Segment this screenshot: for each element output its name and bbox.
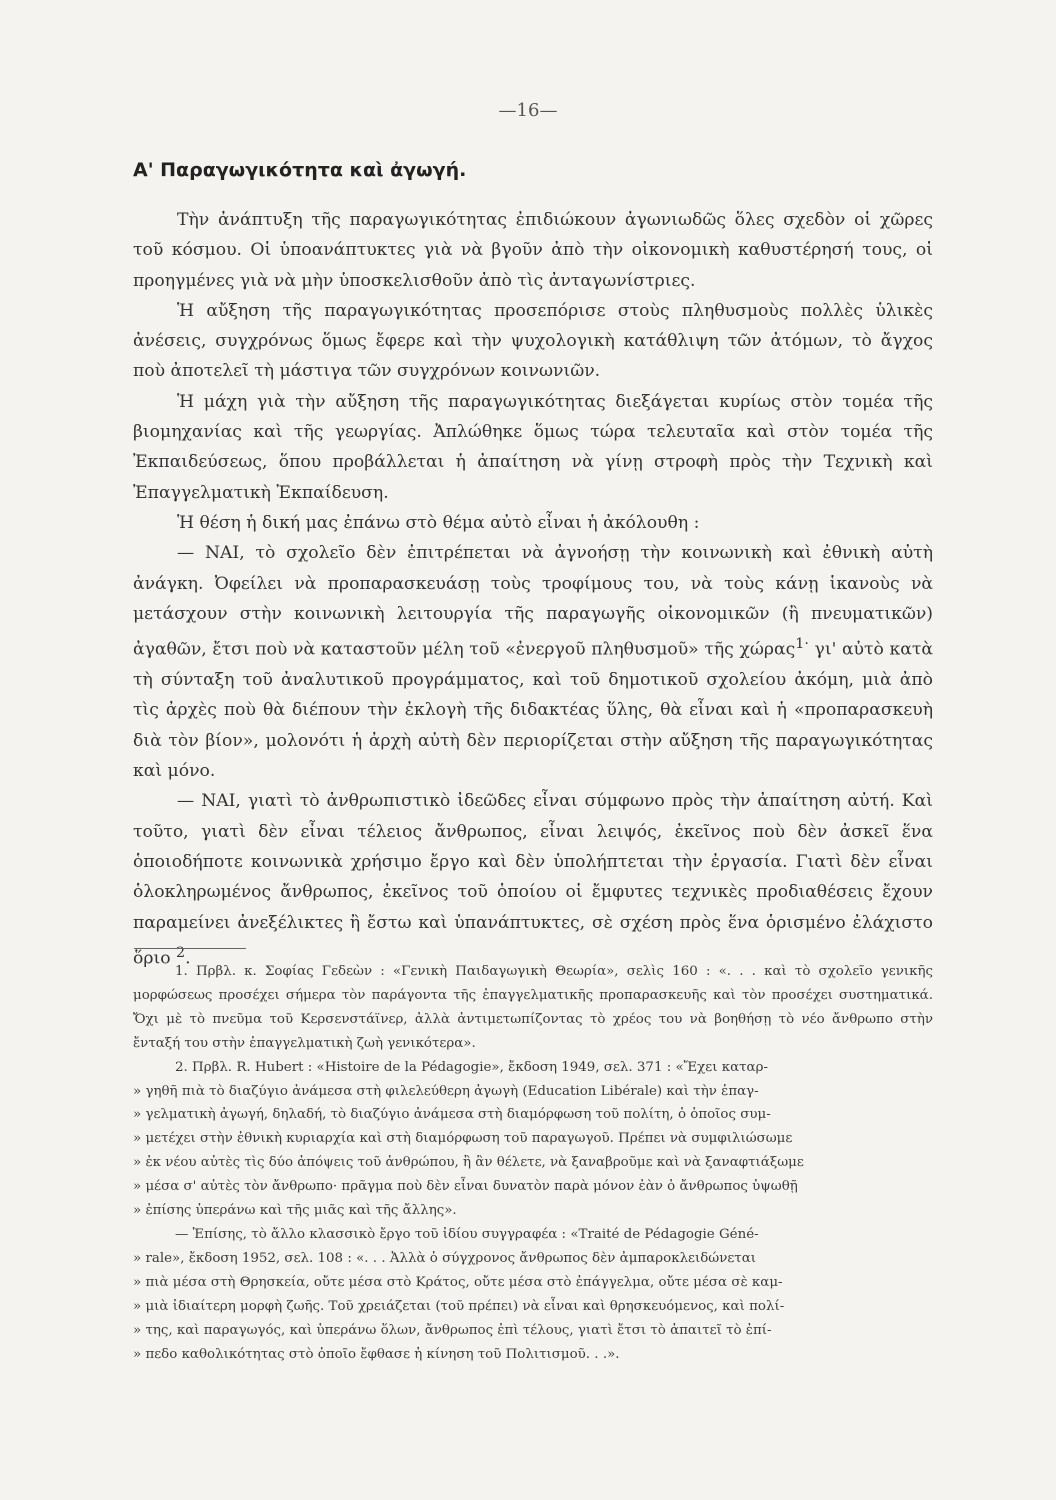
main-text bbox=[133, 205, 933, 974]
paragraph-4: Ἡ θέση ἡ δική μας ἐπάνω στὸ θέμα αὐτὸ εἶναι ἡ ἀκόλουθη : bbox=[177, 512, 700, 533]
paragraph-5 bbox=[133, 538, 933, 786]
footnotes bbox=[133, 960, 933, 1366]
footnote-3-line: » πεδο καθολικότητας στὸ ὁποῖο ἔφθασε ἡ κίνηση τοῦ Πολιτισμοῦ. . .». bbox=[133, 1346, 620, 1362]
footnote-2-line: 2. Πρβλ. R. Hubert : «Histoire de la Pédagogie», ἔκδοση 1949, σελ. 371 : «Ἔχει καταρ- bbox=[175, 1059, 768, 1075]
footnote-divider bbox=[134, 948, 246, 949]
footnote-1: 1. Πρβλ. κ. Σοφίας Γεδεὼν : «Γενικὴ Παιδαγωγικὴ Θεωρία», σελὶς 160 : «. . . καὶ τὸ σχολεῖο γενικῆς μορφώσεως προσέχει σήμερα τὸν παράγοντα τῆς ἐπαγγελματικῆς προπαρασκευῆς καὶ τὸν προσέχει συστηματικά. Ὄχι μὲ τὸ πνεῦμα τοῦ Κερσενστάϊνερ, ἀλλὰ ἀντιμετωπίζοντας τὸ χρέος του νὰ βοηθήσῃ τὸ νέο ἄνθρωπο στὴν ἔνταξή του στὴν ἐπαγγελματικὴ ζωὴ γενικότερα». bbox=[133, 964, 933, 1051]
footnote-2-line: » γηθῆ πιὰ τὸ διαζύγιο ἀνάμεσα στὴ φιλελεύθερη ἀγωγὴ (Education Libérale) καὶ τὴν ἐπαγ- bbox=[133, 1083, 759, 1099]
paragraph-6-text-a: — ΝΑΙ, γιατὶ τὸ ἀνθρωπιστικὸ ἰδεῶδες εἶναι σύμφωνο πρὸς τὴν ἀπαίτηση αὐτή. Καὶ τοῦτο, γιατὶ δὲν εἶναι τέλειος ἄνθρωπος, εἶναι λειψός, ἐκεῖνος ποὺ δὲν ἀσκεῖ ἕνα ὁποιοδήποτε κοινωνικὰ χρήσιμο ἔργο καὶ δὲν ὑπολήπτεται τὴν ἐργασία. Γιατὶ δὲν εἶναι ὁλοκληρωμένος ἄνθρωπος, ἐκεῖνος τοῦ ὁποίου οἱ ἔμφυτες τεχνικὲς προδιαθέσεις ἔχουν παραμείνει ἀνεξέλικτες ἢ ἔστω καὶ ὑπανάπτυκτες, σὲ σχέση πρὸς ἕνα ὁρισμένο ἐλάχιστο ὅριο bbox=[133, 791, 933, 969]
footnote-2-line: » γελματικὴ ἀγωγή, δηλαδή, τὸ διαζύγιο ἀνάμεσα στὴ διαμόρφωση τοῦ πολίτη, ὁ ὁποῖος συμ- bbox=[133, 1107, 771, 1123]
footnote-2-line: » μέσα σ' αὐτὲς τὸν ἄνθρωπο· πρᾶγμα ποὺ δὲν εἶναι δυνατὸν παρὰ μόνον ἐὰν ὁ ἄνθρωπος ὑψωθῇ bbox=[133, 1179, 798, 1195]
footnote-2-line: » μετέχει στὴν ἐθνικὴ κυριαρχία καὶ στὴ διαμόρφωση τοῦ παραγωγοῦ. Πρέπει νὰ συμφιλιώσωμε bbox=[133, 1131, 793, 1147]
footnote-3-line: » πιὰ μέσα στὴ Θρησκεία, οὔτε μέσα στὸ Κράτος, οὔτε μέσα στὸ ἐπάγγελμα, οὔτε μέσα σὲ καμ- bbox=[133, 1274, 783, 1290]
footnote-2-line: » ἐπίσης ὑπεράνω καὶ τῆς μιᾶς καὶ τῆς ἄλλης». bbox=[133, 1203, 457, 1219]
footnote-3-line: » rale», ἔκδοση 1952, σελ. 108 : «. . . Ἀλλὰ ὁ σύγχρονος ἄνθρωπος δὲν ἀμπαροκλειδώνεται bbox=[133, 1250, 757, 1266]
paragraph-5-text-b: γι' αὐτὸ κατὰ τὴ σύνταξη τοῦ ἀναλυτικοῦ προγράμματος, καὶ τοῦ δημοτικοῦ σχολείου ἀκόμη, μιὰ ἀπὸ τὶς ἀρχὲς ποὺ θὰ διέπουν τὴν ἐκλογὴ τῆς διδακτέας ὕλης, θὰ εἶναι καὶ ἡ «προπαρασκευὴ διὰ τὸν βίον», μολονότι ἡ ἀρχὴ αὐτὴ δὲν περιορίζεται στὴν αὔξηση τῆς παραγωγικότητας καὶ μόνο. bbox=[133, 639, 933, 782]
footnote-3-line: — Ἐπίσης, τὸ ἄλλο κλασσικὸ ἔργο τοῦ ἰδίου συγγραφέα : «Traité de Pédagogie Géné- bbox=[175, 1226, 759, 1242]
footnote-3-line: » της, καὶ παραγωγός, καὶ ὑπεράνω ὅλων, ἄνθρωπος ἐπὶ τέλους, γιατὶ ἔτσι τὸ ἀπαιτεῖ τὸ ἐπί- bbox=[133, 1322, 772, 1338]
page-number: —16— bbox=[498, 100, 558, 121]
paragraph-6 bbox=[133, 786, 933, 974]
footnote-ref-2: 2 bbox=[176, 944, 186, 961]
footnote-ref-1: 1· bbox=[795, 636, 809, 653]
footnote-3-line: » μιὰ ἰδιαίτερη μορφὴ ζωῆς. Τοῦ χρειάζεται (τοῦ πρέπει) νὰ εἶναι καὶ θρησκευόμενος, καὶ πολί- bbox=[133, 1298, 785, 1314]
footnote-2-line: » ἐκ νέου αὐτὲς τὶς δύο ἀπόψεις τοῦ ἀνθρώπου, ἢ ἂν θέλετε, νὰ ξαναβροῦμε καὶ νὰ ξαναφτιάξωμε bbox=[133, 1155, 804, 1171]
paragraph-3: Ἡ μάχη γιὰ τὴν αὔξηση τῆς παραγωγικότητας διεξάγεται κυρίως στὸν τομέα τῆς βιομηχανίας καὶ τῆς γεωργίας. Ἀπλώθηκε ὅμως τώρα τελευταῖα καὶ στὸν τομέα τῆς Ἐκπαιδεύσεως, ὅπου προβάλλεται ἡ ἀπαίτηση νὰ γίνῃ στροφὴ πρὸς τὴν Τεχνικὴ καὶ Ἐπαγγελματικὴ Ἐκπαίδευση. bbox=[133, 391, 933, 503]
paragraph-6-text-b: . bbox=[185, 948, 191, 969]
paragraph-5-text-a: — ΝΑΙ, τὸ σχολεῖο δὲν ἐπιτρέπεται νὰ ἀγνοήσῃ τὴν κοινωνικὴ καὶ ἐθνικὴ αὐτὴ ἀνάγκη. Ὀφείλει νὰ προπαρασκευάσῃ τοὺς τροφίμους του, νὰ τοὺς κάνῃ ἱκανοὺς νὰ μετάσχουν στὴν κοινωνικὴ λειτουργία τῆς παραγωγῆς οἰκονομικῶν (ἢ πνευματικῶν) ἀγαθῶν, ἔτσι ποὺ νὰ καταστοῦν μέλη τοῦ «ἐνεργοῦ πληθυσμοῦ» τῆς χώρας bbox=[133, 543, 933, 660]
paragraph-2: Ἡ αὔξηση τῆς παραγωγικότητας προσεπόρισε στοὺς πληθυσμοὺς πολλὲς ὑλικὲς ἀνέσεις, συγχρόνως ὅμως ἔφερε καὶ τὴν ψυχολογικὴ κατάθλιψη τῶν ἀτόμων, τὸ ἄγχος ποὺ ἀποτελεῖ τὴ μάστιγα τῶν συγχρόνων κοινωνιῶν. bbox=[133, 300, 933, 382]
paragraph-1: Τὴν ἀνάπτυξη τῆς παραγωγικότητας ἐπιδιώκουν ἀγωνιωδῶς ὅλες σχεδὸν οἱ χῶρες τοῦ κόσμου. Οἱ ὑποανάπτυκτες γιὰ νὰ βγοῦν ἀπὸ τὴν οἰκονομικὴ καθυστέρησή τους, οἱ προηγμένες γιὰ νὰ μὴν ὑποσκελισθοῦν ἀπὸ τὶς ἀνταγωνίστριες. bbox=[133, 210, 933, 291]
section-heading: Α' Παραγωγικότητα καὶ ἀγωγή. bbox=[133, 159, 467, 181]
